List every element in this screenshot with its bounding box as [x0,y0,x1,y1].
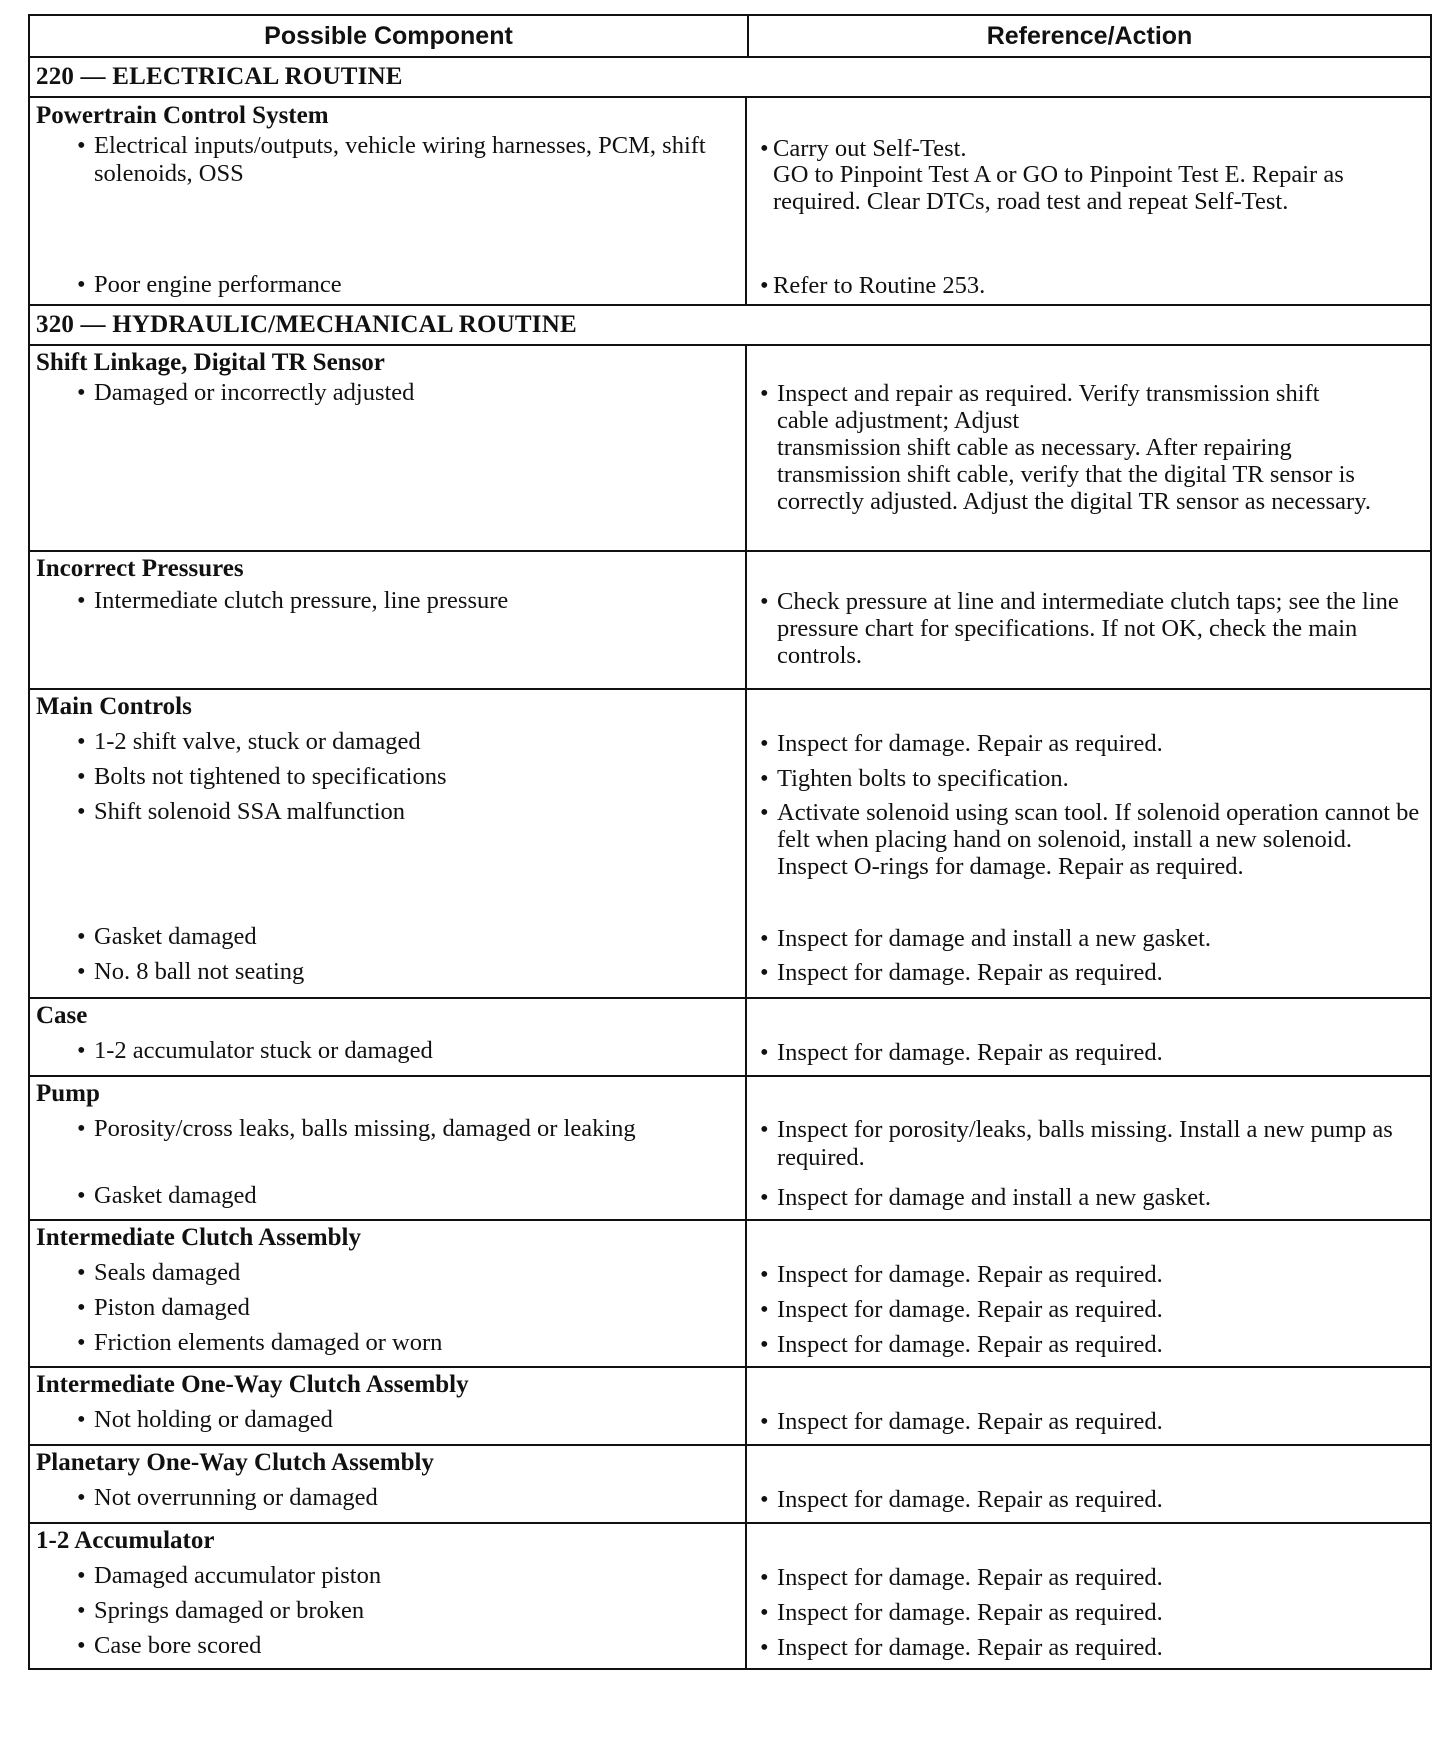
group-title: Incorrect Pressures [36,555,244,582]
action-item: • Inspect for damage. Repair as required. [760,1261,1163,1288]
action-item: • Inspect for damage. Repair as required. [760,1296,1163,1323]
group-title: Shift Linkage, Digital TR Sensor [36,349,385,376]
action-item: • Tighten bolts to specification. [760,765,1069,792]
action-item: • Inspect for damage. Repair as required. [760,1408,1163,1435]
group-title: Pump [36,1080,100,1107]
action-item: • Check pressure at line and intermediate clutch taps; see the line pressure chart for specifications. If not OK, check the main controls. [760,588,1399,669]
group-intermediate-clutch-assembly [30,1221,1430,1368]
group-title: 1-2 Accumulator [36,1527,215,1554]
group-case [30,999,1430,1077]
action-item: • Inspect for damage and install a new gasket. [760,1184,1212,1211]
header-possible-component: Possible Component [30,16,749,56]
component-item: • Intermediate clutch pressure, line pressure [77,587,509,614]
routine-220-title: 220 — ELECTRICAL ROUTINE [30,58,1430,98]
component-item: • Piston damaged [77,1294,250,1321]
component-item: • Gasket damaged [77,1182,257,1209]
group-title: Intermediate Clutch Assembly [36,1224,361,1251]
group-main-controls [30,690,1430,999]
component-item: • Damaged or incorrectly adjusted [77,379,415,406]
component-item: • Poor engine performance [77,271,342,298]
group-incorrect-pressures [30,552,1430,690]
action-item: • Carry out Self-Test. [760,135,967,162]
action-item: • Inspect for damage. Repair as required. [760,1331,1163,1358]
component-item: • Case bore scored [77,1632,262,1659]
component-item: • Damaged accumulator piston [77,1562,382,1589]
component-item: • No. 8 ball not seating [77,958,305,985]
component-item: • Bolts not tightened to specifications [77,763,447,790]
component-item: • Electrical inputs/outputs, vehicle wiring harnesses, PCM, shift solenoids, OSS [77,132,706,187]
group-title: Intermediate One-Way Clutch Assembly [36,1371,469,1398]
group-shift-linkage [30,346,1430,552]
group-1-2-accumulator [30,1524,1430,1668]
component-item: • Porosity/cross leaks, balls missing, damaged or leaking [77,1115,636,1142]
action-item: • Inspect for damage. Repair as required. [760,1564,1163,1591]
action-item: • Inspect for damage. Repair as required. [760,1039,1163,1066]
action-item-continued: GO to Pinpoint Test A or GO to Pinpoint Test E. Repair as required. Clear DTCs, road test and repeat Self-Test. [773,161,1344,215]
component-item: • Springs damaged or broken [77,1597,365,1624]
header-reference-action: Reference/Action [986,21,1193,50]
action-item: • Inspect for damage. Repair as required. [760,1634,1163,1661]
group-intermediate-one-way-clutch [30,1368,1430,1446]
group-title: Main Controls [36,693,192,720]
component-item: • Seals damaged [77,1259,241,1286]
group-title: Case [36,1002,88,1029]
component-item: • 1-2 shift valve, stuck or damaged [77,728,421,755]
action-item: • Inspect for damage. Repair as required. [760,1486,1163,1513]
component-item: • Shift solenoid SSA malfunction [77,798,406,825]
component-item: • 1-2 accumulator stuck or damaged [77,1037,433,1064]
action-item: • Inspect for porosity/leaks, balls missing. Install a new pump as required. [760,1116,1393,1171]
component-item: • Not holding or damaged [77,1406,333,1433]
action-item: • Inspect for damage. Repair as required. [760,1599,1163,1626]
group-title: Powertrain Control System [36,102,329,129]
component-item: • Gasket damaged [77,923,257,950]
action-item: • Inspect for damage and install a new gasket. [760,925,1212,952]
table-header [30,16,1430,58]
component-item: • Friction elements damaged or worn [77,1329,443,1356]
diagnostic-table [28,14,1432,1670]
action-item: • Activate solenoid using scan tool. If solenoid operation cannot be felt when placing hand on solenoid, install a new solenoid. Inspect O-rings for damage. Repair as required. [760,799,1420,880]
action-item: • Refer to Routine 253. [760,272,986,299]
group-title: Planetary One-Way Clutch Assembly [36,1449,434,1476]
routine-320-title: 320 — HYDRAULIC/MECHANICAL ROUTINE [30,306,1430,346]
group-pump [30,1077,1430,1221]
group-planetary-one-way-clutch [30,1446,1430,1524]
action-item: • Inspect and repair as required. Verify transmission shift cable adjustment; Adjust [760,380,1320,434]
group-powertrain-control-system [30,98,1430,306]
action-item-continued: transmission shift cable as necessary. After repairing transmission shift cable, verify that the digital TR sensor is correctly adjusted. Adjust the digital TR sensor as necessary. [777,434,1371,515]
action-item: • Inspect for damage. Repair as required. [760,730,1163,757]
component-item: • Not overrunning or damaged [77,1484,378,1511]
action-item: • Inspect for damage. Repair as required. [760,959,1163,986]
